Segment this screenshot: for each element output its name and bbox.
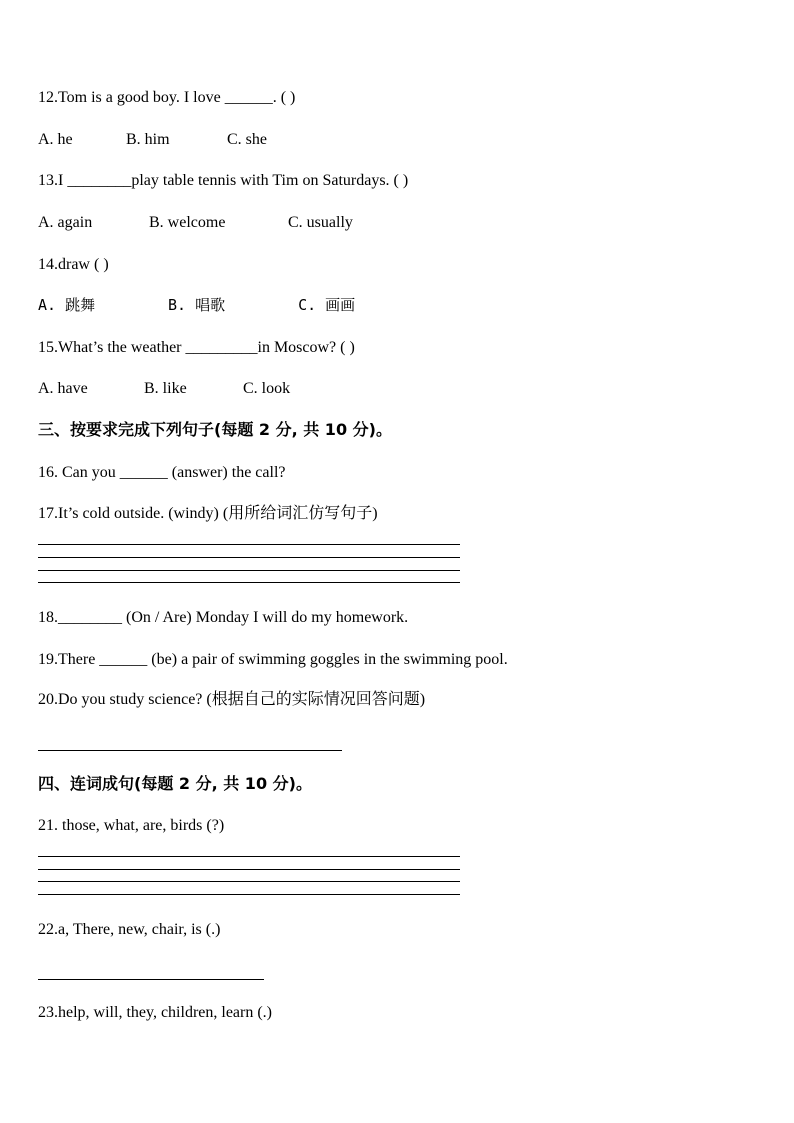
option-a: A. he <box>38 131 73 148</box>
question-19: 19.There ______ (be) a pair of swimming goggles in the swimming pool. <box>38 651 508 668</box>
answer-line <box>38 544 460 545</box>
question-13-options <box>38 213 353 233</box>
option-b: B. him <box>126 131 170 148</box>
answer-line <box>38 570 460 571</box>
answer-line <box>38 869 460 870</box>
question-22: 22.a, There, new, chair, is (.) <box>38 921 221 938</box>
section-3-title: 三、按要求完成下列句子(每题 2 分, 共 10 分)。 <box>38 420 392 439</box>
question-12: 12.Tom is a good boy. I love ______. ( ) <box>38 89 296 106</box>
question-21: 21. those, what, are, birds (?) <box>38 817 225 834</box>
option-b: B. 唱歌 <box>168 296 226 314</box>
question-15-options <box>38 379 290 399</box>
option-b: B. like <box>144 380 187 397</box>
option-a: A. have <box>38 380 88 397</box>
section-4-title: 四、连词成句(每题 2 分, 共 10 分)。 <box>38 774 312 793</box>
option-a: A. again <box>38 214 93 231</box>
question-16: 16. Can you ______ (answer) the call? <box>38 464 286 481</box>
question-13: 13.I ________play table tennis with Tim on Saturdays. ( ) <box>38 172 409 189</box>
question-20: 20.Do you study science? (根据自己的实际情况回答问题) <box>38 691 426 708</box>
option-b: B. welcome <box>149 214 226 231</box>
answer-line <box>38 582 460 583</box>
option-c: C. usually <box>288 214 353 231</box>
answer-line <box>38 894 460 895</box>
question-15: 15.What’s the weather _________in Moscow? ( ) <box>38 339 355 356</box>
option-a: A. 跳舞 <box>38 296 96 314</box>
answer-line <box>38 750 342 751</box>
question-23: 23.help, will, they, children, learn (.) <box>38 1004 272 1021</box>
question-18: 18.________ (On / Are) Monday I will do my homework. <box>38 609 409 626</box>
option-c: C. look <box>243 380 291 397</box>
option-c: C. she <box>227 131 267 148</box>
answer-line <box>38 881 460 882</box>
question-17: 17.It’s cold outside. (windy) (用所给词汇仿写句子) <box>38 505 378 522</box>
answer-line <box>38 856 460 857</box>
answer-line <box>38 557 460 558</box>
question-14-options <box>38 295 355 315</box>
answer-line <box>38 979 264 980</box>
question-12-options <box>38 130 267 150</box>
option-c: C. 画画 <box>298 296 356 314</box>
question-14: 14.draw ( ) <box>38 256 109 273</box>
